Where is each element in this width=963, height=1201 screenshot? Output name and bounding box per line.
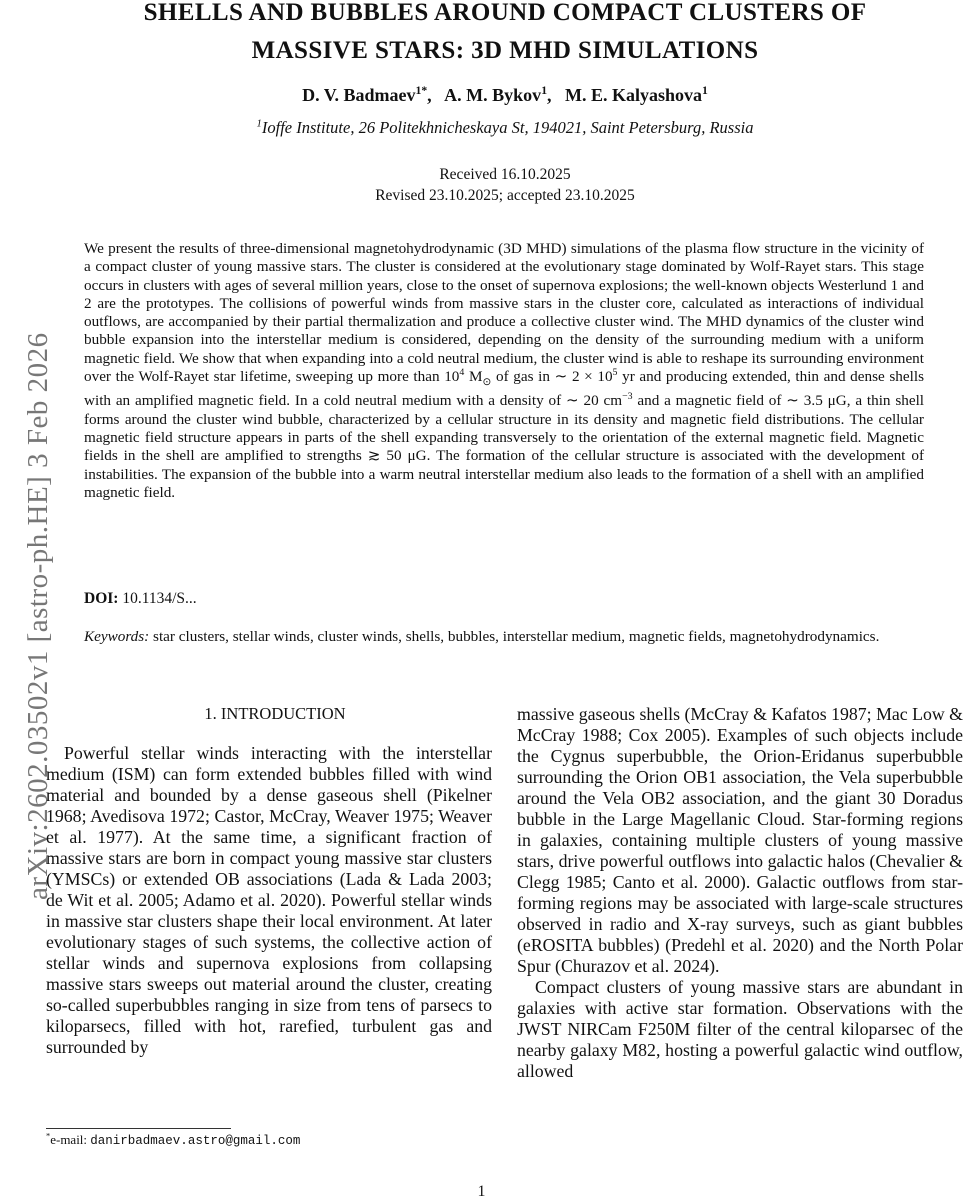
arxiv-stamp <box>2 200 54 900</box>
title-line-2: MASSIVE STARS: 3D MHD SIMULATIONS <box>251 37 759 64</box>
submission-dates <box>60 164 950 206</box>
keywords: Keywords: star clusters, stellar winds, cluster winds, shells, bubbles, interstellar medium, magnetic fields, magnetohydrodynamics. <box>84 628 880 645</box>
revised-date: Revised 23.10.2025; accepted 23.10.2025 <box>375 187 635 204</box>
paragraph: Compact clusters of young massive stars are abundant in galaxies with active star formation. Observations with the JWST NIRCam F250M filter of the central kiloparsec of the nearby galaxy M82, hosting a powerful galactic wind outflow, allowed <box>517 977 963 1081</box>
doi-link[interactable]: 10.1134/S... <box>122 590 197 607</box>
paper-title <box>60 0 950 70</box>
title-line-1: SHELLS AND BUBBLES AROUND COMPACT CLUSTERS OF <box>143 0 867 26</box>
section-heading-introduction: 1. INTRODUCTION <box>204 704 346 723</box>
abstract: We present the results of three-dimensional magnetohydrodynamic (3D MHD) simulations of the plasma flow structure in the vicinity of a compact cluster of young massive stars. The cluster is considered at the evolutionary stage dominated by Wolf-Rayet stars. This stage occurs in clusters with ages of several million years, close to the onset of supernova explosions; the well-known objects Westerlund 1 and 2 are the prototypes. The collisions of powerful winds from massive stars in the cluster core, calculated as interactions of individual outflows, are accompanied by their partial thermalization and produce a collective cluster wind. The MHD dynamics of the cluster wind bubble expansion into the interstellar medium is considered, depending on the density of the surrounding medium with a uniform magnetic field. We show that when expanding into a cold neutral medium, the cluster wind is able to reshape its surrounding environment over the Wolf-Rayet star lifetime, sweeping up more than $10^4$ $M_⊙$ of gas in ∼ $2 \times 10^5$ yr and producing extended, thin and dense shells with an amplified magnetic field. In a cold neutral medium with a density of ∼ 20 $cm^{-3}$ and a magnetic field of ∼ 3.5 μG, a thin shell forms around the cluster wind bubble, characterized by a cellular structure in its density and magnetic field distributions. The cellular magnetic field structure appears in parts of the shell expanding transversely to the orientation of the external magnetic field. Magnetic fields in the shell are amplified to strengths ≳ 50 μG. The formation of the cellular structure is associated with the development of instabilities. The expansion of the bubble into a warm neutral interstellar medium also leads to the formation of a shell with an amplified magnetic field. <box>84 240 925 501</box>
received-date: Received 16.10.2025 <box>439 166 571 183</box>
arxiv-identifier[interactable]: arXiv:2602.03502v1 [astro-ph.HE] 3 Feb 2026 <box>22 332 54 900</box>
email-link[interactable]: danirbadmaev.astro@gmail.com <box>90 1134 301 1148</box>
doi: DOI: 10.1134/S... <box>84 590 197 607</box>
footnote: *e-mail: danirbadmaev.astro@gmail.com <box>46 1130 301 1148</box>
paragraph: massive gaseous shells (McCray & Kafatos 1987; Mac Low & McCray 1988; Cox 2005). Examples of such objects include the Cygnus superbubble, the Orion-Eridanus superbubble surrounding the Orion OB1 association, the Vela superbubble around the Vela OB2 association, and the giant 30 Doradus bubble in the Large Magellanic Cloud. Star-forming regions in galaxies, containing multiple clusters of young massive stars, drive powerful outflows into galactic halos (Chevalier & Clegg 1985; Canto et al. 2000). Galactic outflows from star-forming regions may be associated with large-scale structures observed in radio and X-ray surveys, such as giant bubbles (eROSITA bubbles) (Predehl et al. 2020) and the North Polar Spur (Churazov et al. 2024). <box>517 704 963 976</box>
author: D. V. Badmaev$^{1*}$ <box>302 84 428 105</box>
intro-column-left <box>46 743 492 1058</box>
author-list: D. V. Badmaev$^{1*}$, A. M. Bykov$^1$, M. E. Kalyashova$^1$ <box>302 84 708 105</box>
footnote-divider <box>46 1128 231 1129</box>
affiliation: $^1$Ioffe Institute, 26 Politekhnicheskaya St, 194021, Saint Petersburg, Russia <box>256 117 754 137</box>
page-number: 1 <box>477 1183 486 1200</box>
author: A. M. Bykov$^1$ <box>444 84 548 105</box>
author: M. E. Kalyashova$^1$ <box>565 84 708 105</box>
intro-column-right <box>517 704 963 1082</box>
paragraph: Powerful stellar winds interacting with the interstellar medium (ISM) can form extended bubbles filled with wind material and bounded by a dense gaseous shell (Pikelner 1968; Avedisova 1972; Castor, McCray, Weaver 1975; Weaver et al. 1977). At the same time, a significant fraction of massive stars are born in compact young massive star clusters (YMSCs) or extended OB associations (Lada & Lada 2003; de Wit et al. 2005; Adamo et al. 2020). Powerful stellar winds in massive star clusters shape their local environment. At later evolutionary stages of such systems, the collective action of stellar winds and supernova explosions from collapsing massive stars sweeps out material around the cluster, creating so-called superbubbles ranging in size from tens of parsecs to kiloparsecs, filled with hot, rarefied, turbulent gas and surrounded by <box>46 743 492 1057</box>
